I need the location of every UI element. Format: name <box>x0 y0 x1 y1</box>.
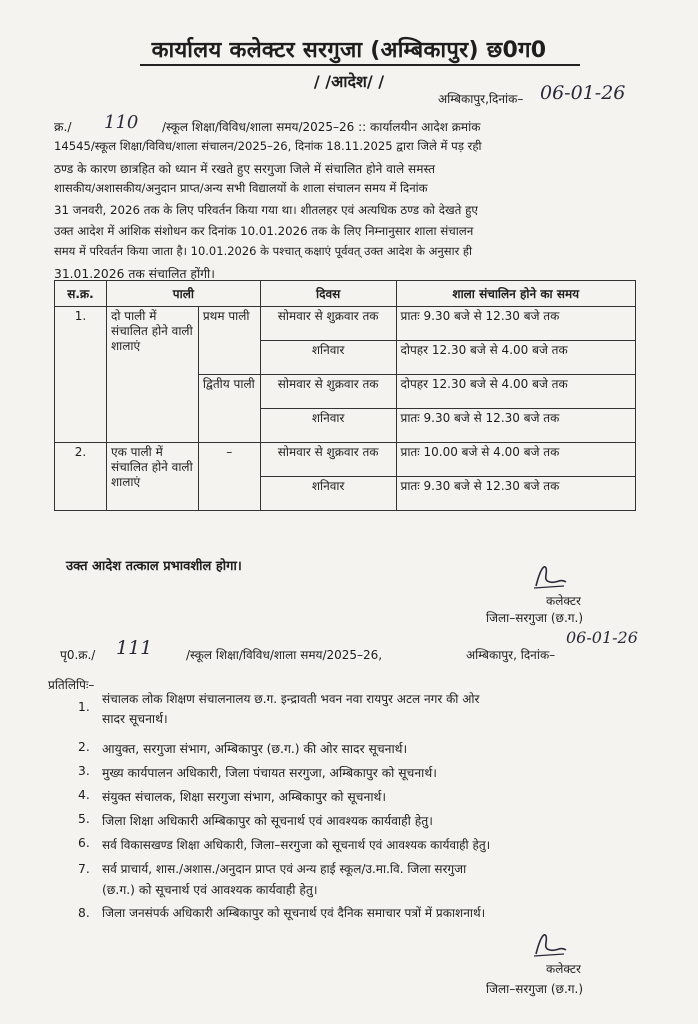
table-row <box>55 307 636 341</box>
handwritten-copy-date: 06-01-26 <box>566 628 638 647</box>
list-item: सर्व प्राचार्य, शास./अशास./अनुदान प्राप्त एवं अन्य हाई स्कूल/उ.मा.वि. जिला सरगुजा <box>102 862 467 876</box>
body-line-1: /स्कूल शिक्षा/विविध/शाला समय/2025–26 :: कार्यालयीन आदेश क्रमांक <box>162 120 481 134</box>
col-header-sno: स.क्र. <box>55 281 107 307</box>
title-underline <box>140 64 580 66</box>
table-header-row <box>55 281 636 307</box>
school-timing-table <box>54 280 636 511</box>
list-item: संचालक लोक शिक्षण संचालनालय छ.ग. इन्द्रावती भवन नवा रायपुर अटल नगर की ओर <box>102 692 480 706</box>
ref-prefix: क्र./ <box>54 120 72 134</box>
copy-place-date: अम्बिकापुर, दिनांक– <box>466 648 556 662</box>
list-item-number: 6. <box>78 836 90 850</box>
body-line-2: 14545/स्कूल शिक्षा/विविध/शाला संचालन/2025–26, दिनांक 18.11.2025 द्वारा जिले में पड़ रही <box>54 139 482 153</box>
handwritten-ref-number: 110 <box>104 112 139 133</box>
signatory-district: जिला–सरगुजा (छ.ग.) <box>486 982 584 996</box>
cell-time: दोपहर 12.30 बजे से 4.00 बजे तक <box>396 341 636 375</box>
copy-ref-text: /स्कूल शिक्षा/विविध/शाला समय/2025–26, <box>186 648 383 662</box>
col-header-time: शाला संचालिन होने का समय <box>396 281 636 307</box>
signatory-title: कलेक्टर <box>546 594 581 608</box>
cell-shift: प्रथम पाली <box>198 307 260 375</box>
cell-days: शनिवार <box>260 409 396 443</box>
cell-days: शनिवार <box>260 341 396 375</box>
col-header-shift: पाली <box>106 281 260 307</box>
effective-note: उक्त आदेश तत्काल प्रभावशील होगा। <box>66 559 242 574</box>
cell-sno: 1. <box>55 307 107 443</box>
cell-days: सोमवार से शुक्रवार तक <box>260 307 396 341</box>
signatory-title: कलेक्टर <box>546 962 581 976</box>
body-line-6: उक्त आदेश में आंशिक संशोधन कर दिनांक 10.01.2026 तक के लिए निम्नानुसार शाला संचालन <box>54 224 474 238</box>
body-line-5: 31 जनवरी, 2026 तक के लिए परिवर्तन किया गया था। शीतलहर एवं अत्यधिक ठण्ड को देखते हुए <box>54 203 478 217</box>
cell-time: प्रातः 9.30 बजे से 12.30 बजे तक <box>396 477 636 511</box>
list-item: जिला जनसंपर्क अधिकारी अम्बिकापुर को सूचनार्थ एवं दैनिक समाचार पत्रों में प्रकाशनार्थ। <box>102 906 486 920</box>
list-item: सादर सूचनार्थ। <box>102 712 168 726</box>
place-date-label: अम्बिकापुर,दिनांक– <box>438 92 524 106</box>
order-heading: / /आदेश/ / <box>313 72 385 91</box>
body-line-3: ठण्ड के कारण छात्रहित को ध्यान में रखते हुए सरगुजा जिले में संचालित होने वाले समस्त <box>54 162 436 176</box>
list-item: संयुक्त संचालक, शिक्षा सरगुजा संभाग, अम्बिकापुर को सूचनार्थ। <box>102 790 387 804</box>
list-item-number: 7. <box>78 862 90 876</box>
cell-sno: 2. <box>55 443 107 511</box>
list-item-number: 5. <box>78 812 90 826</box>
handwritten-date: 06-01-26 <box>540 82 626 104</box>
list-item: आयुक्त, सरगुजा संभाग, अम्बिकापुर (छ.ग.) की ओर सादर सूचनार्थ। <box>102 742 408 756</box>
signature-mark <box>530 560 570 590</box>
body-line-4: शासकीय/अशासकीय/अनुदान प्राप्त/अन्य सभी विद्यालयों के शाला संचालन समय में दिनांक <box>54 181 428 195</box>
handwritten-copy-number: 111 <box>116 637 153 659</box>
list-item-number: 8. <box>78 906 90 920</box>
copy-to-label: प्रतिलिपिः– <box>48 678 95 692</box>
cell-shift: द्वितीय पाली <box>198 375 260 443</box>
cell-shift: – <box>198 443 260 511</box>
signatory-district: जिला–सरगुजा (छ.ग.) <box>486 611 584 625</box>
signature-mark <box>530 928 570 958</box>
cell-days: शनिवार <box>260 477 396 511</box>
cell-time: प्रातः 9.30 बजे से 12.30 बजे तक <box>396 307 636 341</box>
list-item-number: 3. <box>78 764 90 778</box>
body-line-8: 31.01.2026 तक संचालित होंगी। <box>54 267 215 281</box>
list-item: मुख्य कार्यपालन अधिकारी, जिला पंचायत सरगुजा, अम्बिकापुर को सूचनार्थ। <box>102 766 437 780</box>
copy-ref-prefix: पृ0.क्र./ <box>60 648 96 662</box>
cell-time: दोपहर 12.30 बजे से 4.00 बजे तक <box>396 375 636 409</box>
list-item: सर्व विकासखण्ड शिक्षा अधिकारी, जिला–सरगुजा को सूचनार्थ एवं आवश्यक कार्यवाही हेतु। <box>102 838 491 852</box>
list-item: (छ.ग.) को सूचनार्थ एवं आवश्यक कार्यवाही हेतु। <box>102 883 318 897</box>
list-item: जिला शिक्षा अधिकारी अम्बिकापुर को सूचनार्थ एवं आवश्यक कार्यवाही हेतु। <box>102 814 433 828</box>
table-row <box>55 443 636 477</box>
col-header-days: दिवस <box>260 281 396 307</box>
list-item-number: 4. <box>78 788 90 802</box>
cell-time: प्रातः 9.30 बजे से 12.30 बजे तक <box>396 409 636 443</box>
cell-days: सोमवार से शुक्रवार तक <box>260 443 396 477</box>
list-item-number: 1. <box>78 700 90 714</box>
cell-school-type: एक पाली में संचालित होने वाली शालाएं <box>106 443 198 511</box>
cell-school-type: दो पाली में संचालित होने वाली शालाएं <box>106 307 198 443</box>
office-title: कार्यालय कलेक्टर सरगुजा (अम्बिकापुर) छ0ग0 <box>151 38 547 63</box>
list-item-number: 2. <box>78 740 90 754</box>
body-line-7: समय में परिवर्तन किया जाता है। 10.01.2026 के पश्चात् कक्षाएं पूर्ववत् उक्त आदेश के अनुसार ही <box>54 244 473 258</box>
cell-days: सोमवार से शुक्रवार तक <box>260 375 396 409</box>
cell-time: प्रातः 10.00 बजे से 4.00 बजे तक <box>396 443 636 477</box>
